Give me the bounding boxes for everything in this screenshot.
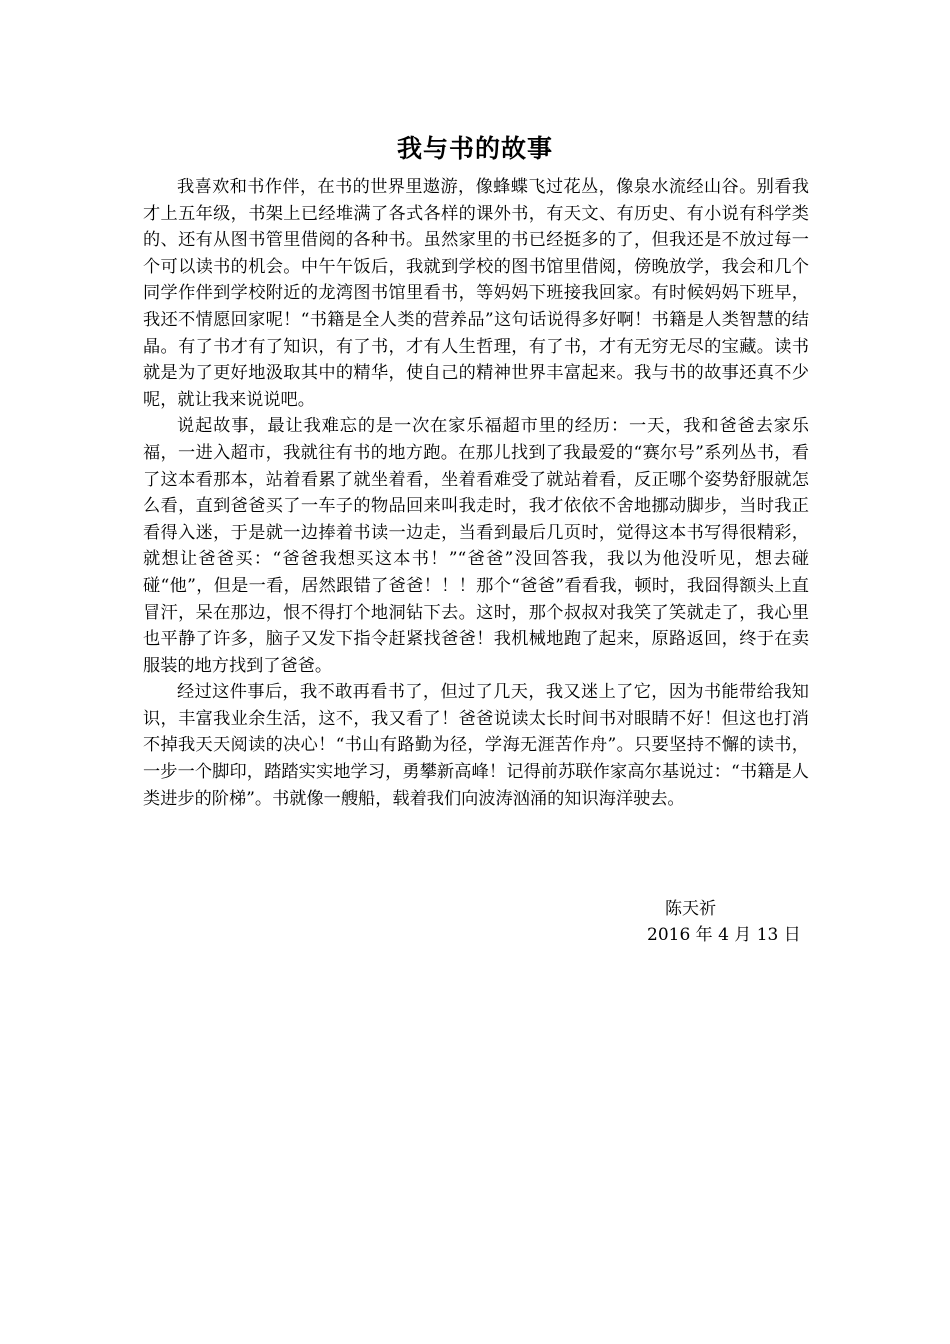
author-name: 陈天祈 (665, 899, 716, 919)
document-date: 2016 年 4 月 13 日 (647, 925, 801, 945)
paragraph: 说起故事，最让我难忘的是一次在家乐福超市里的经历：一天，我和爸爸去家乐福，一进入超市，我就往有书的地方跑。在那儿找到了我最爱的“赛尔号”系列丛书，看了这本看那本，站着看累了就坐着看，坐着看难受了就站着看，反正哪个姿势舒服就怎么看，直到爸爸买了一车子的物品回来叫我走时，我才依依不舍地挪动脚步，当时我正看得入迷，于是就一边捧着书读一边走，当看到最后几页时，觉得这本书写得很精彩，就想让爸爸买：“爸爸我想买这本书！”“爸爸”没回答我，我以为他没听见，想去碰碰“他”，但是一看，居然跟错了爸爸！！！那个“爸爸”看看我，顿时，我囧得额头上直冒汗，呆在那边，恨不得打个地洞钻下去。这时，那个叔叔对我笑了笑就走了，我心里也平静了许多，脑子又发下指令赶紧找爸爸！我机械地跑了起来，原路返回，终于在卖服装的地方找到了爸爸。 (143, 416, 809, 676)
paragraph: 经过这件事后，我不敢再看书了，但过了几天，我又迷上了它，因为书能带给我知识，丰富我业余生活，这不，我又看了！爸爸说读太长时间书对眼睛不好！但这也打消不掉我天天阅读的决心！“书山有路勤为径，学海无涯苦作舟”。只要坚持不懈的读书，一步一个脚印，踏踏实实地学习，勇攀新高峰！记得前苏联作家高尔基说过：“书籍是人类进步的阶梯”。书就像一艘船，载着我们向波涛汹涌的知识海洋驶去。 (143, 682, 809, 809)
document-body (143, 174, 809, 812)
paragraph: 我喜欢和书作伴，在书的世界里遨游，像蜂蝶飞过花丛，像泉水流经山谷。别看我才上五年级，书架上已经堆满了各式各样的课外书，有天文、有历史、有小说有科学类的、还有从图书管里借阅的各种书。虽然家里的书已经挺多的了，但我还是不放过每一个可以读书的机会。中午午饭后，我就到学校的图书馆里借阅，傍晚放学，我会和几个同学作伴到学校附近的龙湾图书馆里看书，等妈妈下班接我回家。有时候妈妈下班早，我还不情愿回家呢！“书籍是全人类的营养品”这句话说得多好啊！书籍是人类智慧的结晶。有了书才有了知识，有了书，才有人生哲理，有了书，才有无穷无尽的宝藏。读书就是为了更好地汲取其中的精华，使自己的精神世界丰富起来。我与书的故事还真不少呢，就让我来说说吧。 (143, 177, 809, 410)
document-title: 我与书的故事 (396, 134, 553, 163)
